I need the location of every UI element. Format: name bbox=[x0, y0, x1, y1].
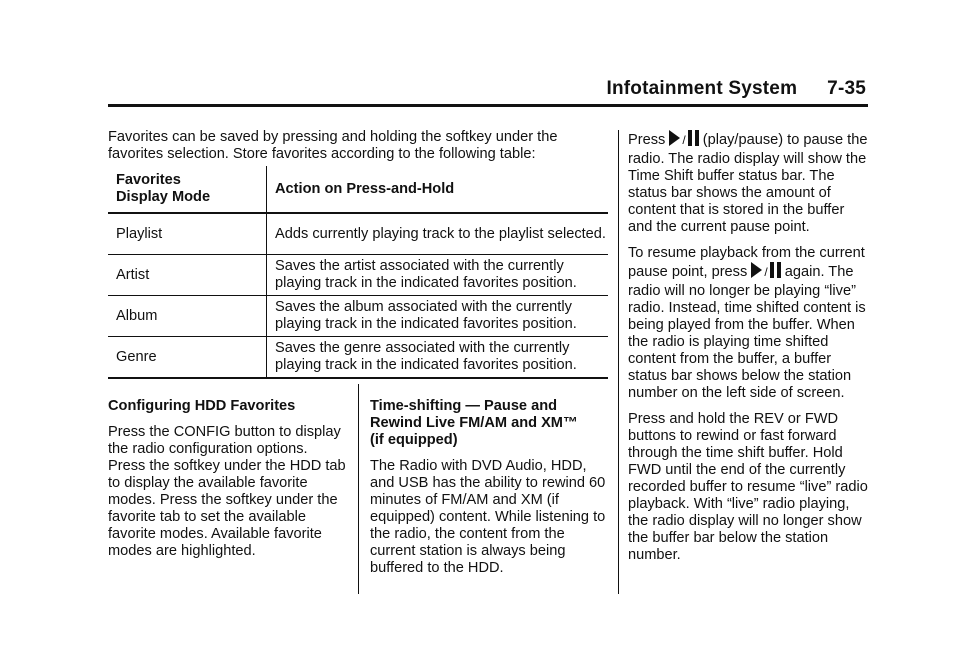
pause-icon bbox=[770, 262, 781, 283]
resume-paragraph: To resume playback from the current pause point, press / again. The radio will no longer be playing “live” radio. Instead, time shifted content is being played from the buffer. When the radio is playing time shifted content from the buffer, a buffer status bar shows below the station number on the left side of screen. bbox=[628, 245, 866, 401]
table-header-action: Action on Press-and-Hold bbox=[267, 166, 609, 213]
hdd-favorites-section bbox=[108, 398, 348, 560]
header-divider bbox=[108, 104, 868, 107]
table-cell-mode: Artist bbox=[116, 266, 150, 283]
time-shifting-section bbox=[370, 398, 606, 577]
table-cell-action: Saves the genre associated with the currently playing track in the indicated favorites position. bbox=[267, 337, 609, 379]
time-shifting-body: The Radio with DVD Audio, HDD, and USB has the ability to rewind 60 minutes of FM/AM and XM (if equipped) content. While listening to the radio, the content from the current station is always being buffered to the HDD. bbox=[370, 458, 606, 576]
table-row bbox=[108, 296, 608, 337]
intro-paragraph: Favorites can be saved by pressing and holding the softkey under the favorites selection. Store favorites according to the following table: bbox=[108, 129, 558, 162]
play-icon bbox=[669, 130, 680, 151]
pause-icon bbox=[688, 130, 699, 151]
table-cell-mode: Genre bbox=[116, 348, 157, 365]
table-header-display-mode: Favorites Display Mode bbox=[116, 172, 211, 205]
table-cell-action: Adds currently playing track to the playlist selected. bbox=[267, 213, 609, 255]
hdd-favorites-heading: Configuring HDD Favorites bbox=[108, 398, 296, 414]
play-icon bbox=[751, 262, 762, 283]
pause-paragraph: Press / (play/pause) to pause the radio. The radio display will show the Time Shift buffer status bar. The status bar shows the amount of content that is stored in the buffer and the current pause point. bbox=[628, 132, 868, 235]
time-shifting-heading: Time-shifting — Pause and Rewind Live FM/AM and XM™ (if equipped) bbox=[370, 398, 578, 448]
pause-resume-section bbox=[628, 130, 868, 564]
page-number: 7-35 bbox=[827, 78, 866, 99]
table-row bbox=[108, 337, 608, 379]
table-cell-mode: Album bbox=[116, 307, 158, 324]
table-cell-mode: Playlist bbox=[116, 225, 163, 242]
favorites-table bbox=[108, 166, 608, 379]
section-title: Infotainment System bbox=[606, 78, 798, 99]
table-cell-action: Saves the album associated with the currently playing track in the indicated favorites position. bbox=[267, 296, 609, 337]
page-header bbox=[607, 78, 867, 100]
rewind-paragraph: Press and hold the REV or FWD buttons to rewind or fast forward through the time shift buffer. Hold FWD until the end of the currently recorded buffer to resume “live” radio playback. With “live” radio playing, the radio display will no longer show the buffer bar below the station number. bbox=[628, 411, 868, 563]
column-divider bbox=[358, 384, 359, 594]
table-row bbox=[108, 255, 608, 296]
table-header-row bbox=[108, 166, 608, 213]
table-cell-action: Saves the artist associated with the currently playing track in the indicated favorites position. bbox=[267, 255, 609, 296]
hdd-favorites-body: Press the CONFIG button to display the radio configuration options. Press the softkey under the HDD tab to display the available favorite modes. Press the softkey under the favorite tab to set the available favorite modes. Available favorite modes are highlighted. bbox=[108, 424, 346, 559]
table-row bbox=[108, 213, 608, 255]
column-divider bbox=[618, 130, 619, 594]
